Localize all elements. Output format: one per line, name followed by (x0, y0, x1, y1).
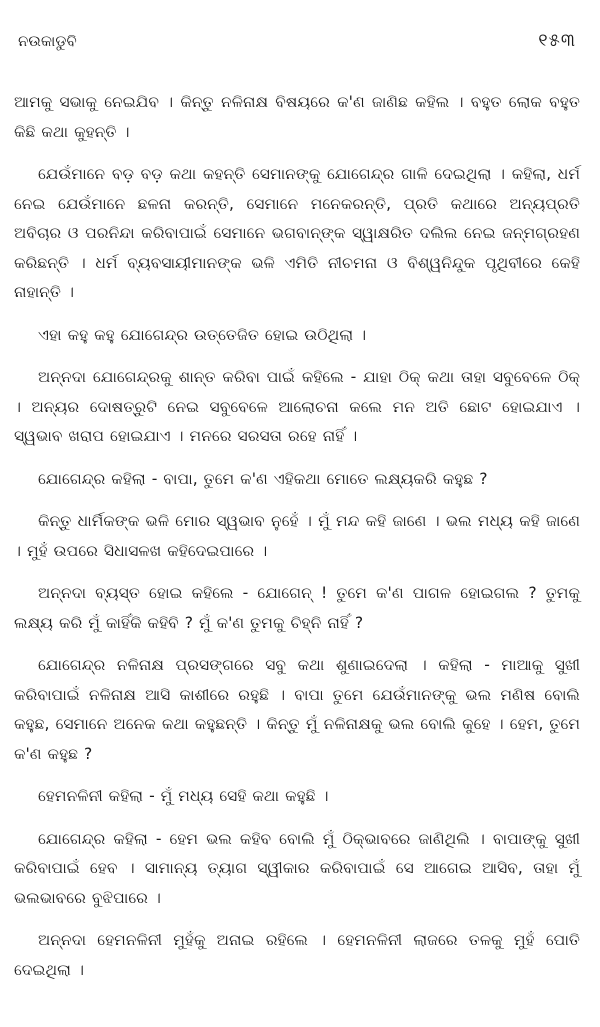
paragraph-7: ଅନ୍ନଦା ବ୍ୟସ୍ତ ହୋଇ କହିଲେ - ଯୋଗେନ୍ ! ତୁମେ କ'ଣ ପାଗଳ ହୋଇଗଲ ? ତୁମକୁ ଲକ୍ଷ୍ୟ କରି ମୁଁ କାହିଁକି କହିବି ? ମୁଁ କ'ଣ ତୁମକୁ ଚିହ୍ନି ନାହିଁ ? (14, 584, 580, 632)
page-number: ୧୫୩ (538, 30, 576, 51)
paragraph-8: ଯୋଗେନ୍ଦ୍ର ନଳିନାକ୍ଷ ପ୍ରସଙ୍ଗରେ ସବୁ କଥା ଶୁଣାଇଦେଲା । କହିଲା - ମାଆକୁ ସୁଖୀ କରିବାପାଇଁ ନଳିନାକ୍ଷ ଆସି କାଶୀରେ ରହୁଛି । ବାପା ତୁମେ ଯେଉଁମାନଙ୍କୁ ଭଲ ମଣିଷ ବୋଲି କହୁଛ, ସେମାନେ ଅନେକ କଥା କହୁଛନ୍ତି । କିନ୍ତୁ ମୁଁ ନଳିନାକ୍ଷକୁ ଭଲ ବୋଲି କୁହେ । ହେମ, ତୁମେ କ'ଣ କହୁଛ ? (14, 656, 580, 763)
body-text (14, 88, 580, 985)
paragraph-11: ଅନ୍ନଦା ହେମନଳିନୀ ମୁହଁକୁ ଅନାଇ ରହିଲେ । ହେମନଳିନୀ ଲାଜରେ ତଳକୁ ମୁହଁ ପୋତି ଦେଇଥିଲା । (14, 931, 580, 979)
paragraph-3: ଏହା କହୁ କହୁ ଯୋଗେନ୍ଦ୍ର ଉତ୍ତେଜିତ ହୋଇ ଉଠିଥିଲା । (38, 325, 367, 344)
paragraph-6: କିନ୍ତୁ ଧାର୍ମିକଙ୍କ ଭଳି ମୋର ସ୍ୱଭାବ ନୁହେଁ । ମୁଁ ମନ୍ଦ କହି ଜାଣେ । ଭଲ ମଧ୍ୟ କହି ଜାଣେ । ମୁହଁ ଉପରେ ସିଧାସଳଖ କହିଦେଇପାରେ । (14, 512, 580, 560)
paragraph-9: ହେମନଳିନୀ କହିଲା - ମୁଁ ମଧ୍ୟ ସେହି କଥା କହୁଛି । (38, 787, 329, 805)
paragraph-1: ଆମକୁ ସଭାକୁ ନେଇଯିବ । କିନ୍ତୁ ନଳିନାକ୍ଷ ବିଷୟରେ କ'ଣ ଜାଣିଛ କହିଲ । ବହୁତ ଲୋକ ବହୁତ କିଛି କଥା କୁହନ୍ତି । (14, 93, 580, 141)
paragraph-10: ଯୋଗେନ୍ଦ୍ର କହିଲା - ହେମ ଭଲ କହିବ ବୋଲି ମୁଁ ଠିକ୍‌ଭାବରେ ଜାଣିଥିଲି । ବାପାଙ୍କୁ ସୁଖୀ କରିବାପାଇଁ ହେବ । ସାମାନ୍ୟ ତ୍ୟାଗ ସ୍ୱୀକାର କରିବାପାଇଁ ସେ ଆଗେଇ ଆସିବ, ତାହା ମୁଁ ଭଲଭାବରେ ବୁଝିପାରେ । (14, 829, 580, 907)
paragraph-5: ଯୋଗେନ୍ଦ୍ର କହିଲା - ବାପା, ତୁମେ କ'ଣ ଏହିକଥା ମୋତେ ଲକ୍ଷ୍ୟକରି କହୁଛ ? (38, 469, 488, 488)
paragraph-2: ଯେଉଁମାନେ ବଡ଼ ବଡ଼ କଥା କହନ୍ତି ସେମାନଙ୍କୁ ଯୋଗେନ୍ଦ୍ର ଗାଳି ଦେଇଥିଲା । କହିଲା, ଧର୍ମ ନେଇ ଯେଉଁମାନେ ଛଳନା କରନ୍ତି, ସେମାନେ ମନେକରନ୍ତି, ପ୍ରତି କଥାରେ ଅନ୍ୟପ୍ରତି ଅବିଚାର ଓ ପରନିନ୍ଦା କରିବାପାଇଁ ସେମାନେ ଭଗବାନ୍‌ଙ୍କ ସ୍ୱାକ୍ଷରିତ ଦଲିଲ ନେଇ ଜନ୍ମଗ୍ରହଣ କରିଛନ୍ତି । ଧର୍ମ ବ୍ୟବସାୟୀମାନଙ୍କ ଭଳି ଏମିତି ନୀଚମନା ଓ ବିଶ୍ୱନିନ୍ଦୁକ ପୃଥିବୀରେ କେହି ନାହାନ୍ତି । (14, 165, 580, 301)
running-header (14, 30, 580, 70)
paragraph-4: ଅନ୍ନଦା ଯୋଗେନ୍ଦ୍ରକୁ ଶାନ୍ତ କରିବା ପାଇଁ କହିଲେ - ଯାହା ଠିକ୍ କଥା ତାହା ସବୁବେଳେ ଠିକ୍ । ଅନ୍ୟର ଦୋଷତ୍ରୁଟି ନେଇ ସବୁବେଳେ ଆଲୋଚନା କଲେ ମନ ଅତି ଛୋଟ ହୋଇଯାଏ । ସ୍ୱଭାବ ଖରାପ ହୋଇଯାଏ । ମନରେ ସରସତା ରହେ ନାହିଁ । (14, 368, 580, 445)
running-title: ନଉକାଡୁବି (18, 32, 77, 50)
